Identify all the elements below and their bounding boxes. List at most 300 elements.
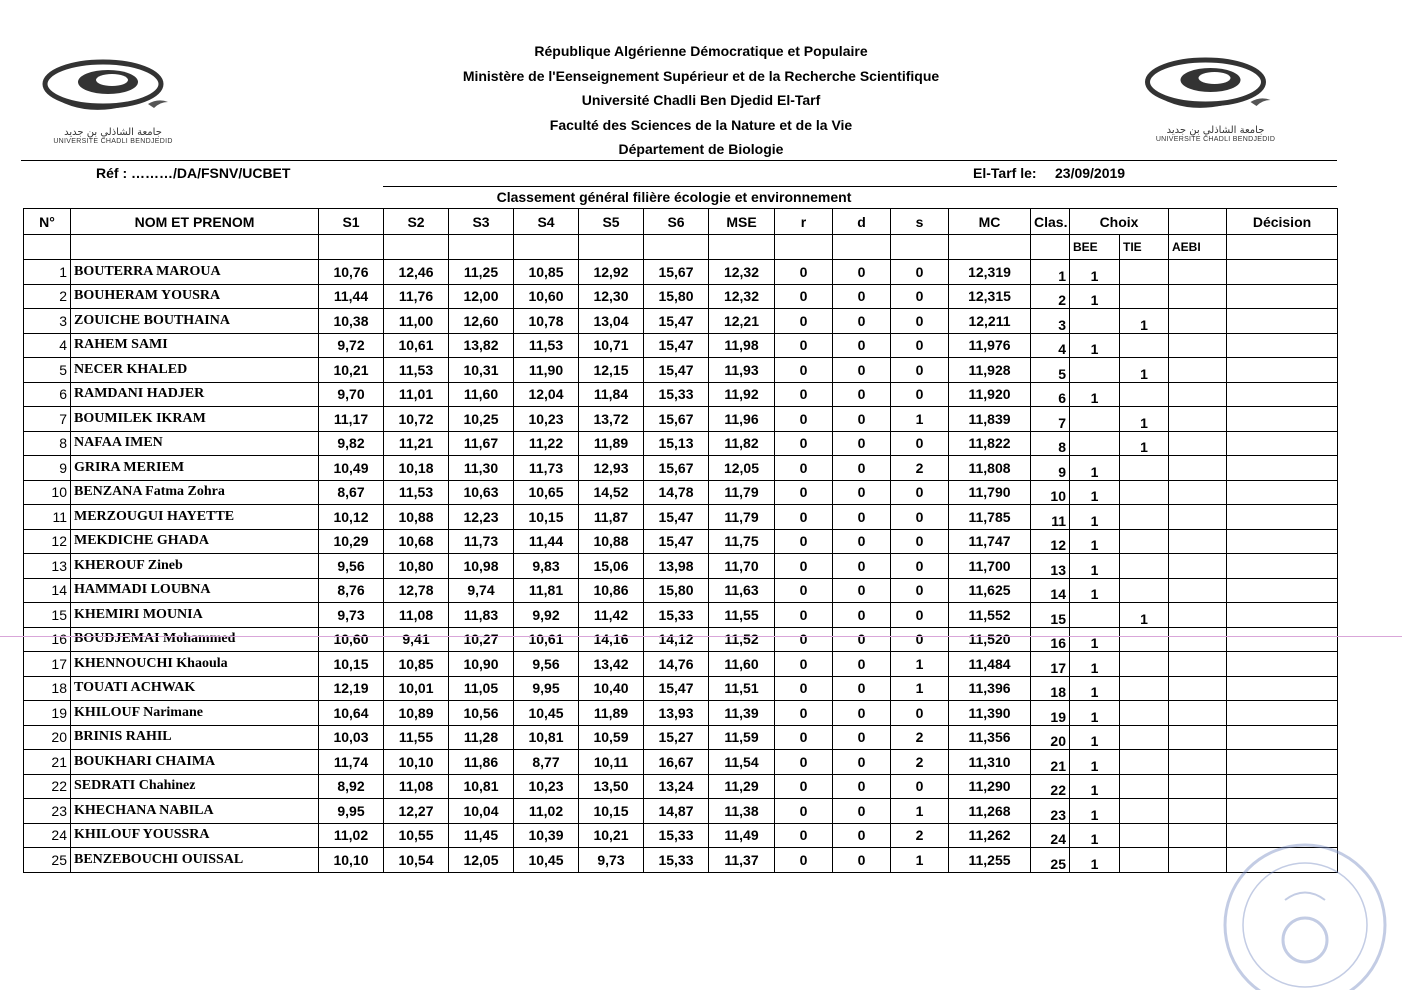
grade-s6: 14,12 xyxy=(644,627,709,652)
grade-s1: 11,74 xyxy=(319,750,384,775)
value-r: 0 xyxy=(775,358,833,383)
choice-tie xyxy=(1120,799,1169,824)
row-number: 2 xyxy=(24,284,71,309)
grade-s5: 10,15 xyxy=(579,799,644,824)
grade-s3: 11,28 xyxy=(449,725,514,750)
grade-s4: 12,04 xyxy=(514,382,579,407)
grade-s1: 10,64 xyxy=(319,701,384,726)
decision-cell xyxy=(1227,529,1338,554)
value-r: 0 xyxy=(775,578,833,603)
decision-cell xyxy=(1227,554,1338,579)
grade-s4: 11,02 xyxy=(514,799,579,824)
header-university: Université Chadli Ben Djedid El-Tarf xyxy=(581,92,821,108)
student-name: BENZANA Fatma Zohra xyxy=(71,480,319,505)
grade-s3: 11,83 xyxy=(449,603,514,628)
value-s: 0 xyxy=(891,774,949,799)
value-d: 0 xyxy=(833,823,891,848)
choice-tie: 1 xyxy=(1120,603,1169,628)
grade-s5: 13,42 xyxy=(579,652,644,677)
choice-bee: 1 xyxy=(1070,823,1120,848)
grade-mse: 12,32 xyxy=(709,260,775,285)
header-department: Département de Biologie xyxy=(618,141,784,157)
rank: 1 xyxy=(1031,260,1070,285)
grade-mse: 11,79 xyxy=(709,505,775,530)
grade-mc: 11,625 xyxy=(949,578,1031,603)
table-row xyxy=(24,725,1338,750)
value-d: 0 xyxy=(833,578,891,603)
grade-s6: 15,33 xyxy=(644,848,709,873)
grade-s2: 10,61 xyxy=(384,333,449,358)
value-r: 0 xyxy=(775,333,833,358)
subheader-aebi: AEBI xyxy=(1169,235,1227,260)
value-d: 0 xyxy=(833,407,891,432)
grade-s1: 11,17 xyxy=(319,407,384,432)
grade-s2: 10,72 xyxy=(384,407,449,432)
choice-aebi xyxy=(1169,725,1227,750)
grade-s3: 12,60 xyxy=(449,309,514,334)
col-header-s2: S2 xyxy=(384,209,449,235)
student-name: KHEMIRI MOUNIA xyxy=(71,603,319,628)
grade-mse: 11,96 xyxy=(709,407,775,432)
grade-mse: 12,05 xyxy=(709,456,775,481)
row-number: 13 xyxy=(24,554,71,579)
rank: 23 xyxy=(1031,799,1070,824)
grade-s5: 12,15 xyxy=(579,358,644,383)
grade-s4: 8,77 xyxy=(514,750,579,775)
table-row xyxy=(24,260,1338,285)
grade-s3: 11,67 xyxy=(449,431,514,456)
value-s: 0 xyxy=(891,554,949,579)
choice-aebi xyxy=(1169,799,1227,824)
table-row xyxy=(24,578,1338,603)
grade-s1: 11,02 xyxy=(319,823,384,848)
choice-bee: 1 xyxy=(1070,676,1120,701)
value-r: 0 xyxy=(775,480,833,505)
grade-s1: 10,38 xyxy=(319,309,384,334)
choice-bee: 1 xyxy=(1070,554,1120,579)
rank: 15 xyxy=(1031,603,1070,628)
choice-bee xyxy=(1070,407,1120,432)
rank: 20 xyxy=(1031,725,1070,750)
choice-bee xyxy=(1070,603,1120,628)
grade-s6: 15,80 xyxy=(644,578,709,603)
choice-aebi xyxy=(1169,701,1227,726)
grade-s5: 9,73 xyxy=(579,848,644,873)
choice-bee: 1 xyxy=(1070,529,1120,554)
student-name: BOUTERRA MAROUA xyxy=(71,260,319,285)
grade-s6: 15,33 xyxy=(644,823,709,848)
choice-tie xyxy=(1120,260,1169,285)
value-r: 0 xyxy=(775,284,833,309)
grade-mc: 12,315 xyxy=(949,284,1031,309)
grade-s3: 11,86 xyxy=(449,750,514,775)
grade-s1: 8,67 xyxy=(319,480,384,505)
student-name: KHECHANA NABILA xyxy=(71,799,319,824)
choice-bee: 1 xyxy=(1070,505,1120,530)
value-d: 0 xyxy=(833,358,891,383)
rank: 7 xyxy=(1031,407,1070,432)
student-name: MERZOUGUI HAYETTE xyxy=(71,505,319,530)
choice-tie: 1 xyxy=(1120,431,1169,456)
value-d: 0 xyxy=(833,554,891,579)
grade-s1: 10,60 xyxy=(319,627,384,652)
row-number: 9 xyxy=(24,456,71,481)
grade-s6: 14,76 xyxy=(644,652,709,677)
grade-s1: 12,19 xyxy=(319,676,384,701)
rank: 16 xyxy=(1031,627,1070,652)
col-header-choix: Choix xyxy=(1070,209,1169,235)
grade-s4: 9,83 xyxy=(514,554,579,579)
grade-mse: 11,55 xyxy=(709,603,775,628)
grade-s1: 10,12 xyxy=(319,505,384,530)
grade-s4: 9,56 xyxy=(514,652,579,677)
col-header-number: N° xyxy=(24,209,71,235)
value-s: 0 xyxy=(891,309,949,334)
grade-mc: 11,822 xyxy=(949,431,1031,456)
table-row xyxy=(24,848,1338,873)
logo-latin-text: UNIVERSITE CHADLI BENDJEDID xyxy=(1155,136,1276,143)
value-d: 0 xyxy=(833,260,891,285)
grade-s2: 10,54 xyxy=(384,848,449,873)
grade-s3: 10,56 xyxy=(449,701,514,726)
grade-s4: 11,73 xyxy=(514,456,579,481)
choice-aebi xyxy=(1169,554,1227,579)
grade-s1: 9,56 xyxy=(319,554,384,579)
value-s: 0 xyxy=(891,529,949,554)
grade-s4: 10,65 xyxy=(514,480,579,505)
official-stamp-icon xyxy=(1205,830,1395,990)
choice-bee: 1 xyxy=(1070,382,1120,407)
grade-mse: 11,92 xyxy=(709,382,775,407)
grade-s3: 11,45 xyxy=(449,823,514,848)
grade-s5: 13,04 xyxy=(579,309,644,334)
student-name: TOUATI ACHWAK xyxy=(71,676,319,701)
value-r: 0 xyxy=(775,505,833,530)
value-d: 0 xyxy=(833,309,891,334)
grade-s1: 9,73 xyxy=(319,603,384,628)
grade-s3: 10,98 xyxy=(449,554,514,579)
row-number: 22 xyxy=(24,774,71,799)
choice-tie: 1 xyxy=(1120,407,1169,432)
value-r: 0 xyxy=(775,456,833,481)
grade-s5: 14,52 xyxy=(579,480,644,505)
table-row xyxy=(24,480,1338,505)
decision-cell xyxy=(1227,358,1338,383)
grade-mse: 11,54 xyxy=(709,750,775,775)
choice-aebi xyxy=(1169,627,1227,652)
choice-bee: 1 xyxy=(1070,750,1120,775)
grade-s1: 8,92 xyxy=(319,774,384,799)
student-name: RAHEM SAMI xyxy=(71,333,319,358)
value-d: 0 xyxy=(833,725,891,750)
value-s: 2 xyxy=(891,750,949,775)
rank: 10 xyxy=(1031,480,1070,505)
choice-aebi xyxy=(1169,505,1227,530)
table-row xyxy=(24,456,1338,481)
col-header-s3: S3 xyxy=(449,209,514,235)
decision-cell xyxy=(1227,676,1338,701)
grade-s5: 13,72 xyxy=(579,407,644,432)
grade-s3: 11,25 xyxy=(449,260,514,285)
value-s: 0 xyxy=(891,333,949,358)
value-s: 1 xyxy=(891,652,949,677)
value-s: 1 xyxy=(891,407,949,432)
row-number: 8 xyxy=(24,431,71,456)
value-d: 0 xyxy=(833,284,891,309)
grade-mc: 11,356 xyxy=(949,725,1031,750)
student-name: RAMDANI HADJER xyxy=(71,382,319,407)
table-row xyxy=(24,799,1338,824)
grade-mc: 11,920 xyxy=(949,382,1031,407)
decision-cell xyxy=(1227,799,1338,824)
grade-s3: 12,00 xyxy=(449,284,514,309)
rank: 3 xyxy=(1031,309,1070,334)
header-divider xyxy=(21,160,1337,161)
grade-s2: 12,46 xyxy=(384,260,449,285)
value-s: 0 xyxy=(891,505,949,530)
grade-s5: 10,21 xyxy=(579,823,644,848)
document-date: 23/09/2019 xyxy=(1055,165,1126,181)
table-row xyxy=(24,603,1338,628)
grade-s3: 13,82 xyxy=(449,333,514,358)
grade-s3: 11,30 xyxy=(449,456,514,481)
grade-s1: 10,29 xyxy=(319,529,384,554)
value-s: 2 xyxy=(891,456,949,481)
grade-s1: 10,49 xyxy=(319,456,384,481)
value-d: 0 xyxy=(833,603,891,628)
grade-s4: 10,81 xyxy=(514,725,579,750)
row-number: 11 xyxy=(24,505,71,530)
ranking-table xyxy=(23,208,1338,873)
student-name: KHILOUF Narimane xyxy=(71,701,319,726)
decision-cell xyxy=(1227,603,1338,628)
choice-tie xyxy=(1120,505,1169,530)
value-s: 0 xyxy=(891,260,949,285)
row-number: 24 xyxy=(24,823,71,848)
grade-mc: 11,928 xyxy=(949,358,1031,383)
decision-cell xyxy=(1227,505,1338,530)
choice-tie xyxy=(1120,554,1169,579)
row-number: 18 xyxy=(24,676,71,701)
choice-bee: 1 xyxy=(1070,848,1120,873)
grade-s2: 10,85 xyxy=(384,652,449,677)
row-number: 1 xyxy=(24,260,71,285)
row-number: 14 xyxy=(24,578,71,603)
student-name: KHILOUF YOUSSRA xyxy=(71,823,319,848)
grade-s4: 11,90 xyxy=(514,358,579,383)
grade-s1: 10,10 xyxy=(319,848,384,873)
grade-s3: 9,74 xyxy=(449,578,514,603)
grade-mc: 11,747 xyxy=(949,529,1031,554)
value-d: 0 xyxy=(833,456,891,481)
grade-mse: 11,49 xyxy=(709,823,775,848)
choice-bee: 1 xyxy=(1070,627,1120,652)
choice-aebi xyxy=(1169,358,1227,383)
grade-s1: 10,03 xyxy=(319,725,384,750)
grade-mc: 11,310 xyxy=(949,750,1031,775)
grade-s5: 10,59 xyxy=(579,725,644,750)
value-r: 0 xyxy=(775,431,833,456)
grade-mc: 11,290 xyxy=(949,774,1031,799)
grade-s5: 12,93 xyxy=(579,456,644,481)
table-row xyxy=(24,627,1338,652)
choice-aebi xyxy=(1169,676,1227,701)
row-number: 20 xyxy=(24,725,71,750)
choice-tie xyxy=(1120,382,1169,407)
grade-s6: 15,67 xyxy=(644,260,709,285)
value-r: 0 xyxy=(775,554,833,579)
row-number: 6 xyxy=(24,382,71,407)
choice-aebi xyxy=(1169,652,1227,677)
student-name: HAMMADI LOUBNA xyxy=(71,578,319,603)
value-s: 0 xyxy=(891,431,949,456)
row-number: 3 xyxy=(24,309,71,334)
decision-cell xyxy=(1227,431,1338,456)
rank: 13 xyxy=(1031,554,1070,579)
grade-s6: 15,47 xyxy=(644,505,709,530)
grade-mse: 11,60 xyxy=(709,652,775,677)
logo-emblem-icon xyxy=(1108,50,1323,120)
table-row xyxy=(24,774,1338,799)
grade-s3: 10,04 xyxy=(449,799,514,824)
decision-cell xyxy=(1227,333,1338,358)
grade-s6: 13,24 xyxy=(644,774,709,799)
logo-latin-text: UNIVERSITE CHADLI BENDJEDID xyxy=(53,138,173,145)
choice-aebi xyxy=(1169,774,1227,799)
choice-tie xyxy=(1120,578,1169,603)
table-row xyxy=(24,309,1338,334)
grade-s4: 11,53 xyxy=(514,333,579,358)
table-row xyxy=(24,333,1338,358)
logo-arabic-text: جامعة الشاذلي بن جديد xyxy=(1166,125,1265,136)
grade-mse: 11,79 xyxy=(709,480,775,505)
value-d: 0 xyxy=(833,701,891,726)
grade-s4: 10,85 xyxy=(514,260,579,285)
grade-mc: 11,520 xyxy=(949,627,1031,652)
col-header-s5: S5 xyxy=(579,209,644,235)
student-name: BENZEBOUCHI OUISSAL xyxy=(71,848,319,873)
table-header-row xyxy=(24,209,1338,235)
grade-s2: 11,08 xyxy=(384,774,449,799)
row-number: 4 xyxy=(24,333,71,358)
col-header-s6: S6 xyxy=(644,209,709,235)
rank: 12 xyxy=(1031,529,1070,554)
choice-aebi xyxy=(1169,333,1227,358)
grade-s6: 15,67 xyxy=(644,407,709,432)
decision-cell xyxy=(1227,774,1338,799)
col-header-mc: MC xyxy=(949,209,1031,235)
grade-mse: 11,51 xyxy=(709,676,775,701)
student-name: BOUDJEMAI Mohammed xyxy=(71,627,319,652)
grade-s1: 10,21 xyxy=(319,358,384,383)
grade-s4: 10,23 xyxy=(514,407,579,432)
col-header-s4: S4 xyxy=(514,209,579,235)
header-republic: République Algérienne Démocratique et Populaire xyxy=(534,43,868,59)
grade-s2: 10,01 xyxy=(384,676,449,701)
grade-mse: 11,39 xyxy=(709,701,775,726)
table-row xyxy=(24,382,1338,407)
logo-arabic-text: جامعة الشاذلي بن جديد xyxy=(64,127,162,138)
rank: 11 xyxy=(1031,505,1070,530)
row-number: 16 xyxy=(24,627,71,652)
grade-s5: 11,42 xyxy=(579,603,644,628)
grade-s3: 12,23 xyxy=(449,505,514,530)
rank: 2 xyxy=(1031,284,1070,309)
row-number: 5 xyxy=(24,358,71,383)
value-s: 1 xyxy=(891,799,949,824)
value-r: 0 xyxy=(775,676,833,701)
reference-number: Réf : ………/DA/FSNV/UCBET xyxy=(96,165,291,181)
subtitle-divider xyxy=(383,186,1337,187)
grade-s5: 12,92 xyxy=(579,260,644,285)
rank: 4 xyxy=(1031,333,1070,358)
grade-s2: 11,21 xyxy=(384,431,449,456)
grade-s4: 10,45 xyxy=(514,701,579,726)
grade-s2: 11,01 xyxy=(384,382,449,407)
student-name: NAFAA IMEN xyxy=(71,431,319,456)
grade-s3: 10,31 xyxy=(449,358,514,383)
value-d: 0 xyxy=(833,333,891,358)
grade-s6: 15,33 xyxy=(644,382,709,407)
row-number: 12 xyxy=(24,529,71,554)
grade-s5: 10,86 xyxy=(579,578,644,603)
choice-aebi xyxy=(1169,260,1227,285)
col-header-s1: S1 xyxy=(319,209,384,235)
row-number: 25 xyxy=(24,848,71,873)
choice-tie xyxy=(1120,284,1169,309)
grade-mse: 11,82 xyxy=(709,431,775,456)
value-r: 0 xyxy=(775,407,833,432)
subheader-tie: TIE xyxy=(1120,235,1169,260)
choice-tie xyxy=(1120,701,1169,726)
rank: 9 xyxy=(1031,456,1070,481)
choice-tie xyxy=(1120,823,1169,848)
rank: 19 xyxy=(1031,701,1070,726)
col-header-r: r xyxy=(775,209,833,235)
grade-mse: 11,98 xyxy=(709,333,775,358)
choice-tie xyxy=(1120,456,1169,481)
scan-artifact-line xyxy=(0,636,1402,637)
value-d: 0 xyxy=(833,480,891,505)
grade-mc: 11,390 xyxy=(949,701,1031,726)
grade-s2: 10,55 xyxy=(384,823,449,848)
grade-s6: 15,47 xyxy=(644,529,709,554)
date-label: El-Tarf le: xyxy=(973,165,1037,181)
grade-s1: 9,82 xyxy=(319,431,384,456)
student-name: ZOUICHE BOUTHAINA xyxy=(71,309,319,334)
grade-s6: 14,87 xyxy=(644,799,709,824)
grade-s2: 9,41 xyxy=(384,627,449,652)
choice-tie xyxy=(1120,652,1169,677)
row-number: 17 xyxy=(24,652,71,677)
choice-aebi xyxy=(1169,529,1227,554)
rank: 14 xyxy=(1031,578,1070,603)
value-r: 0 xyxy=(775,603,833,628)
choice-bee: 1 xyxy=(1070,480,1120,505)
grade-s5: 11,87 xyxy=(579,505,644,530)
logo-emblem-icon xyxy=(28,52,198,122)
value-r: 0 xyxy=(775,799,833,824)
value-d: 0 xyxy=(833,431,891,456)
grade-s5: 10,11 xyxy=(579,750,644,775)
decision-cell xyxy=(1227,725,1338,750)
value-d: 0 xyxy=(833,627,891,652)
choice-aebi xyxy=(1169,603,1227,628)
grade-s2: 11,53 xyxy=(384,358,449,383)
choice-bee: 1 xyxy=(1070,456,1120,481)
grade-mc: 11,700 xyxy=(949,554,1031,579)
choice-bee: 1 xyxy=(1070,725,1120,750)
